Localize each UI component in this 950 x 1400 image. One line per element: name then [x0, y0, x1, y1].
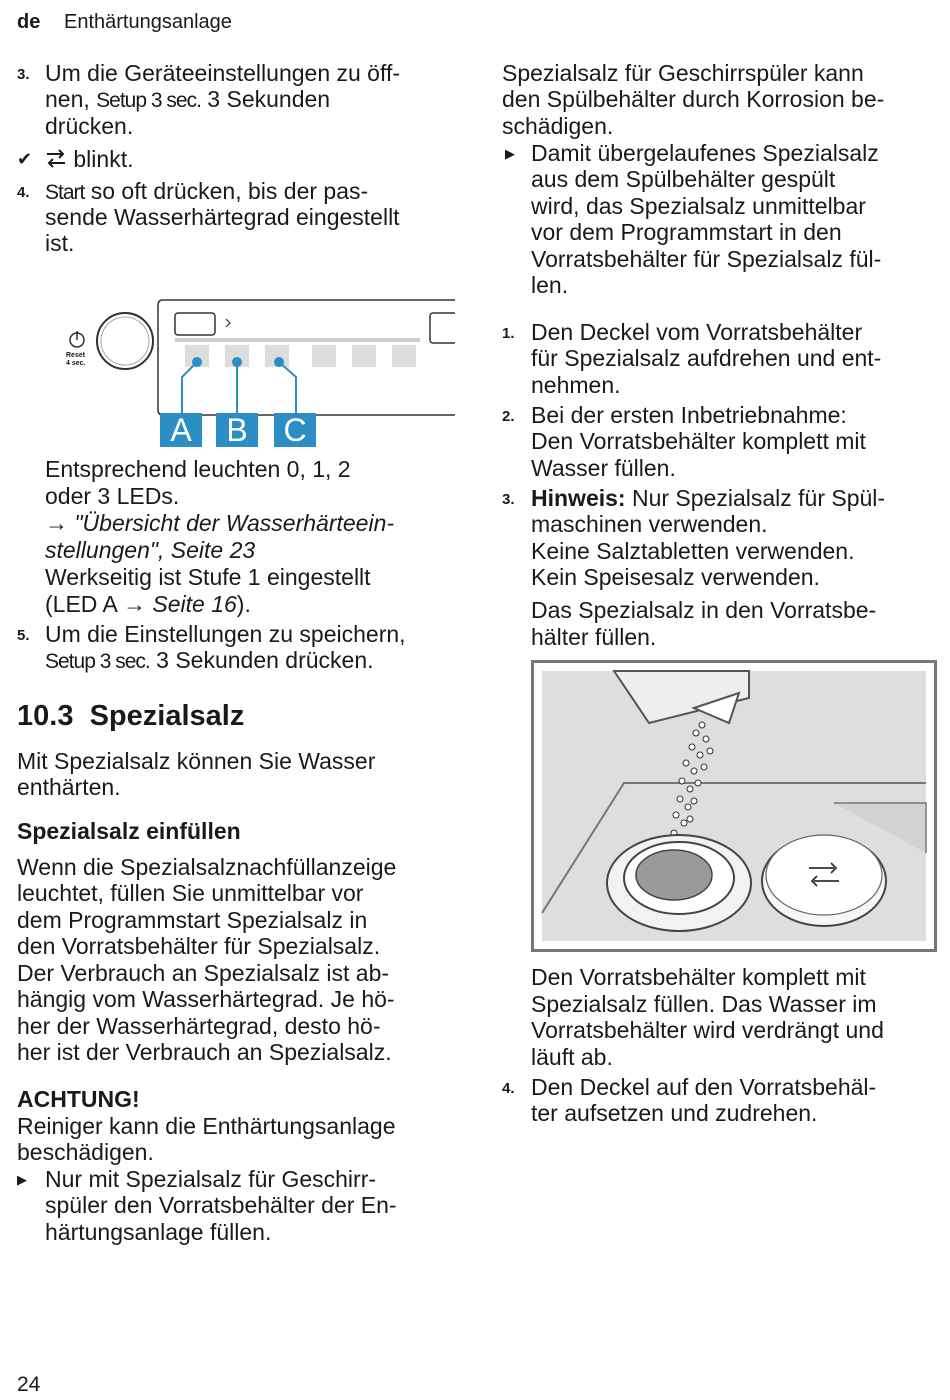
warning-instruction: wird, das Spezialsalz unmittelbar: [531, 193, 866, 219]
control-panel-illustration: [60, 295, 455, 450]
step-number: 4.: [17, 184, 30, 201]
step-text: nehmen.: [531, 372, 621, 398]
step-text: Wasser füllen.: [531, 455, 676, 481]
step-text: Um die Geräteeinstellungen zu öff-: [45, 60, 400, 86]
step-text: ist.: [45, 230, 75, 256]
body-text: Entsprechend leuchten 0, 1, 2: [45, 456, 351, 482]
section-heading: 10.3 Spezialsalz: [17, 700, 245, 732]
paragraph-line: den Vorratsbehälter für Spezialsalz.: [17, 933, 381, 959]
paragraph-line: her ist der Verbrauch an Spezialsalz.: [17, 1039, 392, 1065]
paragraph-line: dem Programmstart Spezialsalz in: [17, 907, 368, 933]
step-text: Kein Speisesalz verwenden.: [531, 564, 820, 590]
step-text: Das Spezialsalz in den Vorratsbe-: [531, 597, 877, 623]
warning-instruction: len.: [531, 272, 569, 298]
step-text: maschinen verwenden.: [531, 511, 768, 537]
setup-button-label: Setup 3 sec.: [45, 650, 150, 673]
warning-text: den Spülbehälter durch Korrosion be-: [502, 86, 885, 112]
step-text: Um die Einstellungen zu speichern,: [45, 621, 406, 647]
warning-instruction: härtungsanlage füllen.: [45, 1219, 272, 1245]
bullet-icon: ▶: [17, 1172, 27, 1187]
page-link[interactable]: Seite 16: [152, 591, 237, 617]
step-text: Hinweis: Nur Spezialsalz für Spül-: [531, 485, 886, 511]
step-number: 3.: [17, 66, 30, 83]
step-text: hälter füllen.: [531, 624, 657, 650]
step-number: 5.: [17, 627, 30, 644]
step-text: Den Deckel vom Vorratsbehälter: [531, 319, 863, 345]
body-text: (LED A → Seite 16).: [45, 591, 251, 617]
warning-instruction: vor dem Programmstart in den: [531, 219, 842, 245]
warning-instruction: aus dem Spülbehälter gespült: [531, 166, 836, 192]
paragraph-line: her der Wasserhärtegrad, desto hö-: [17, 1013, 381, 1039]
step-text: drücken.: [45, 113, 134, 139]
warning-instruction: Damit übergelaufenes Spezialsalz: [531, 140, 879, 166]
warning-text: Spezialsalz für Geschirrspüler kann: [502, 60, 864, 86]
subsection-heading: Spezialsalz einfüllen: [17, 818, 241, 844]
step-text: Keine Salztabletten verwenden.: [531, 538, 855, 564]
warning-instruction: Nur mit Spezialsalz für Geschirr-: [45, 1166, 377, 1192]
note-label: Hinweis:: [531, 485, 626, 511]
step-number: 4.: [502, 1080, 515, 1097]
step-text: Setup 3 sec. 3 Sekunden drücken.: [45, 647, 374, 673]
cross-reference[interactable]: stellungen", Seite 23: [45, 537, 256, 563]
body-text: Mit Spezialsalz können Sie Wasser: [17, 748, 376, 774]
warning-text: schädigen.: [502, 113, 614, 139]
salt-filling-illustration: [531, 660, 937, 952]
reset-sub-label: 4 sec.: [66, 360, 86, 367]
body-text: läuft ab.: [531, 1044, 613, 1070]
paragraph-line: Der Verbrauch an Spezialsalz ist ab-: [17, 960, 390, 986]
page-number: 24: [17, 1373, 41, 1396]
warning-instruction: spüler den Vorratsbehälter der En-: [45, 1192, 397, 1218]
callout-label-a: A: [160, 413, 202, 447]
step-number: 1.: [502, 325, 515, 342]
selector-knob: [97, 313, 153, 369]
cross-reference[interactable]: → "Übersicht der Wasserhärteein-: [45, 510, 395, 536]
body-text: Spezialsalz füllen. Das Wasser im: [531, 991, 877, 1017]
step-text: Bei der ersten Inbetriebnahme:: [531, 402, 847, 428]
setup-button-label: Setup 3 sec.: [96, 89, 201, 112]
warning-instruction: Vorratsbehälter für Spezialsalz fül-: [531, 246, 882, 272]
callout-label-c: C: [274, 413, 316, 447]
step-text: sende Wasserhärtegrad eingestellt: [45, 204, 400, 230]
result-text: blinkt.: [45, 146, 133, 173]
warning-title: ACHTUNG!: [17, 1086, 140, 1112]
body-text: Werkseitig ist Stufe 1 eingestellt: [45, 564, 371, 590]
step-text: Den Vorratsbehälter komplett mit: [531, 428, 866, 454]
warning-text: Reiniger kann die Enthärtungsanlage: [17, 1113, 396, 1139]
step-text: für Spezialsalz aufdrehen und ent-: [531, 345, 882, 371]
start-button-label: Start: [45, 181, 85, 204]
step-text: Den Deckel auf den Vorratsbehäl-: [531, 1074, 877, 1100]
step-text: Start so oft drücken, bis der pas-: [45, 178, 369, 204]
step-text: nen, Setup 3 sec. 3 Sekunden: [45, 86, 331, 112]
step-number: 3.: [502, 491, 515, 508]
body-text: enthärten.: [17, 774, 121, 800]
body-text: Den Vorratsbehälter komplett mit: [531, 964, 866, 990]
paragraph-line: Wenn die Spezialsalznachfüllanzeige: [17, 854, 397, 880]
body-text: oder 3 LEDs.: [45, 483, 180, 509]
language-code: de: [17, 11, 41, 33]
step-number: 2.: [502, 408, 515, 425]
warning-text: beschädigen.: [17, 1139, 154, 1165]
header-title: Enthärtungsanlage: [64, 11, 232, 33]
paragraph-line: hängig vom Wasserhärtegrad. Je hö-: [17, 986, 395, 1012]
callout-label-b: B: [216, 413, 258, 447]
body-text: Vorratsbehälter wird verdrängt und: [531, 1017, 884, 1043]
step-text: ter aufsetzen und zudrehen.: [531, 1100, 818, 1126]
bullet-icon: ▶: [505, 146, 515, 161]
paragraph-line: leuchtet, füllen Sie unmittelbar vor: [17, 880, 364, 906]
power-icon: [70, 331, 84, 347]
salt-refill-icon: [45, 149, 67, 169]
reset-label: Reset: [66, 352, 86, 359]
checkmark-icon: ✔: [17, 149, 33, 169]
